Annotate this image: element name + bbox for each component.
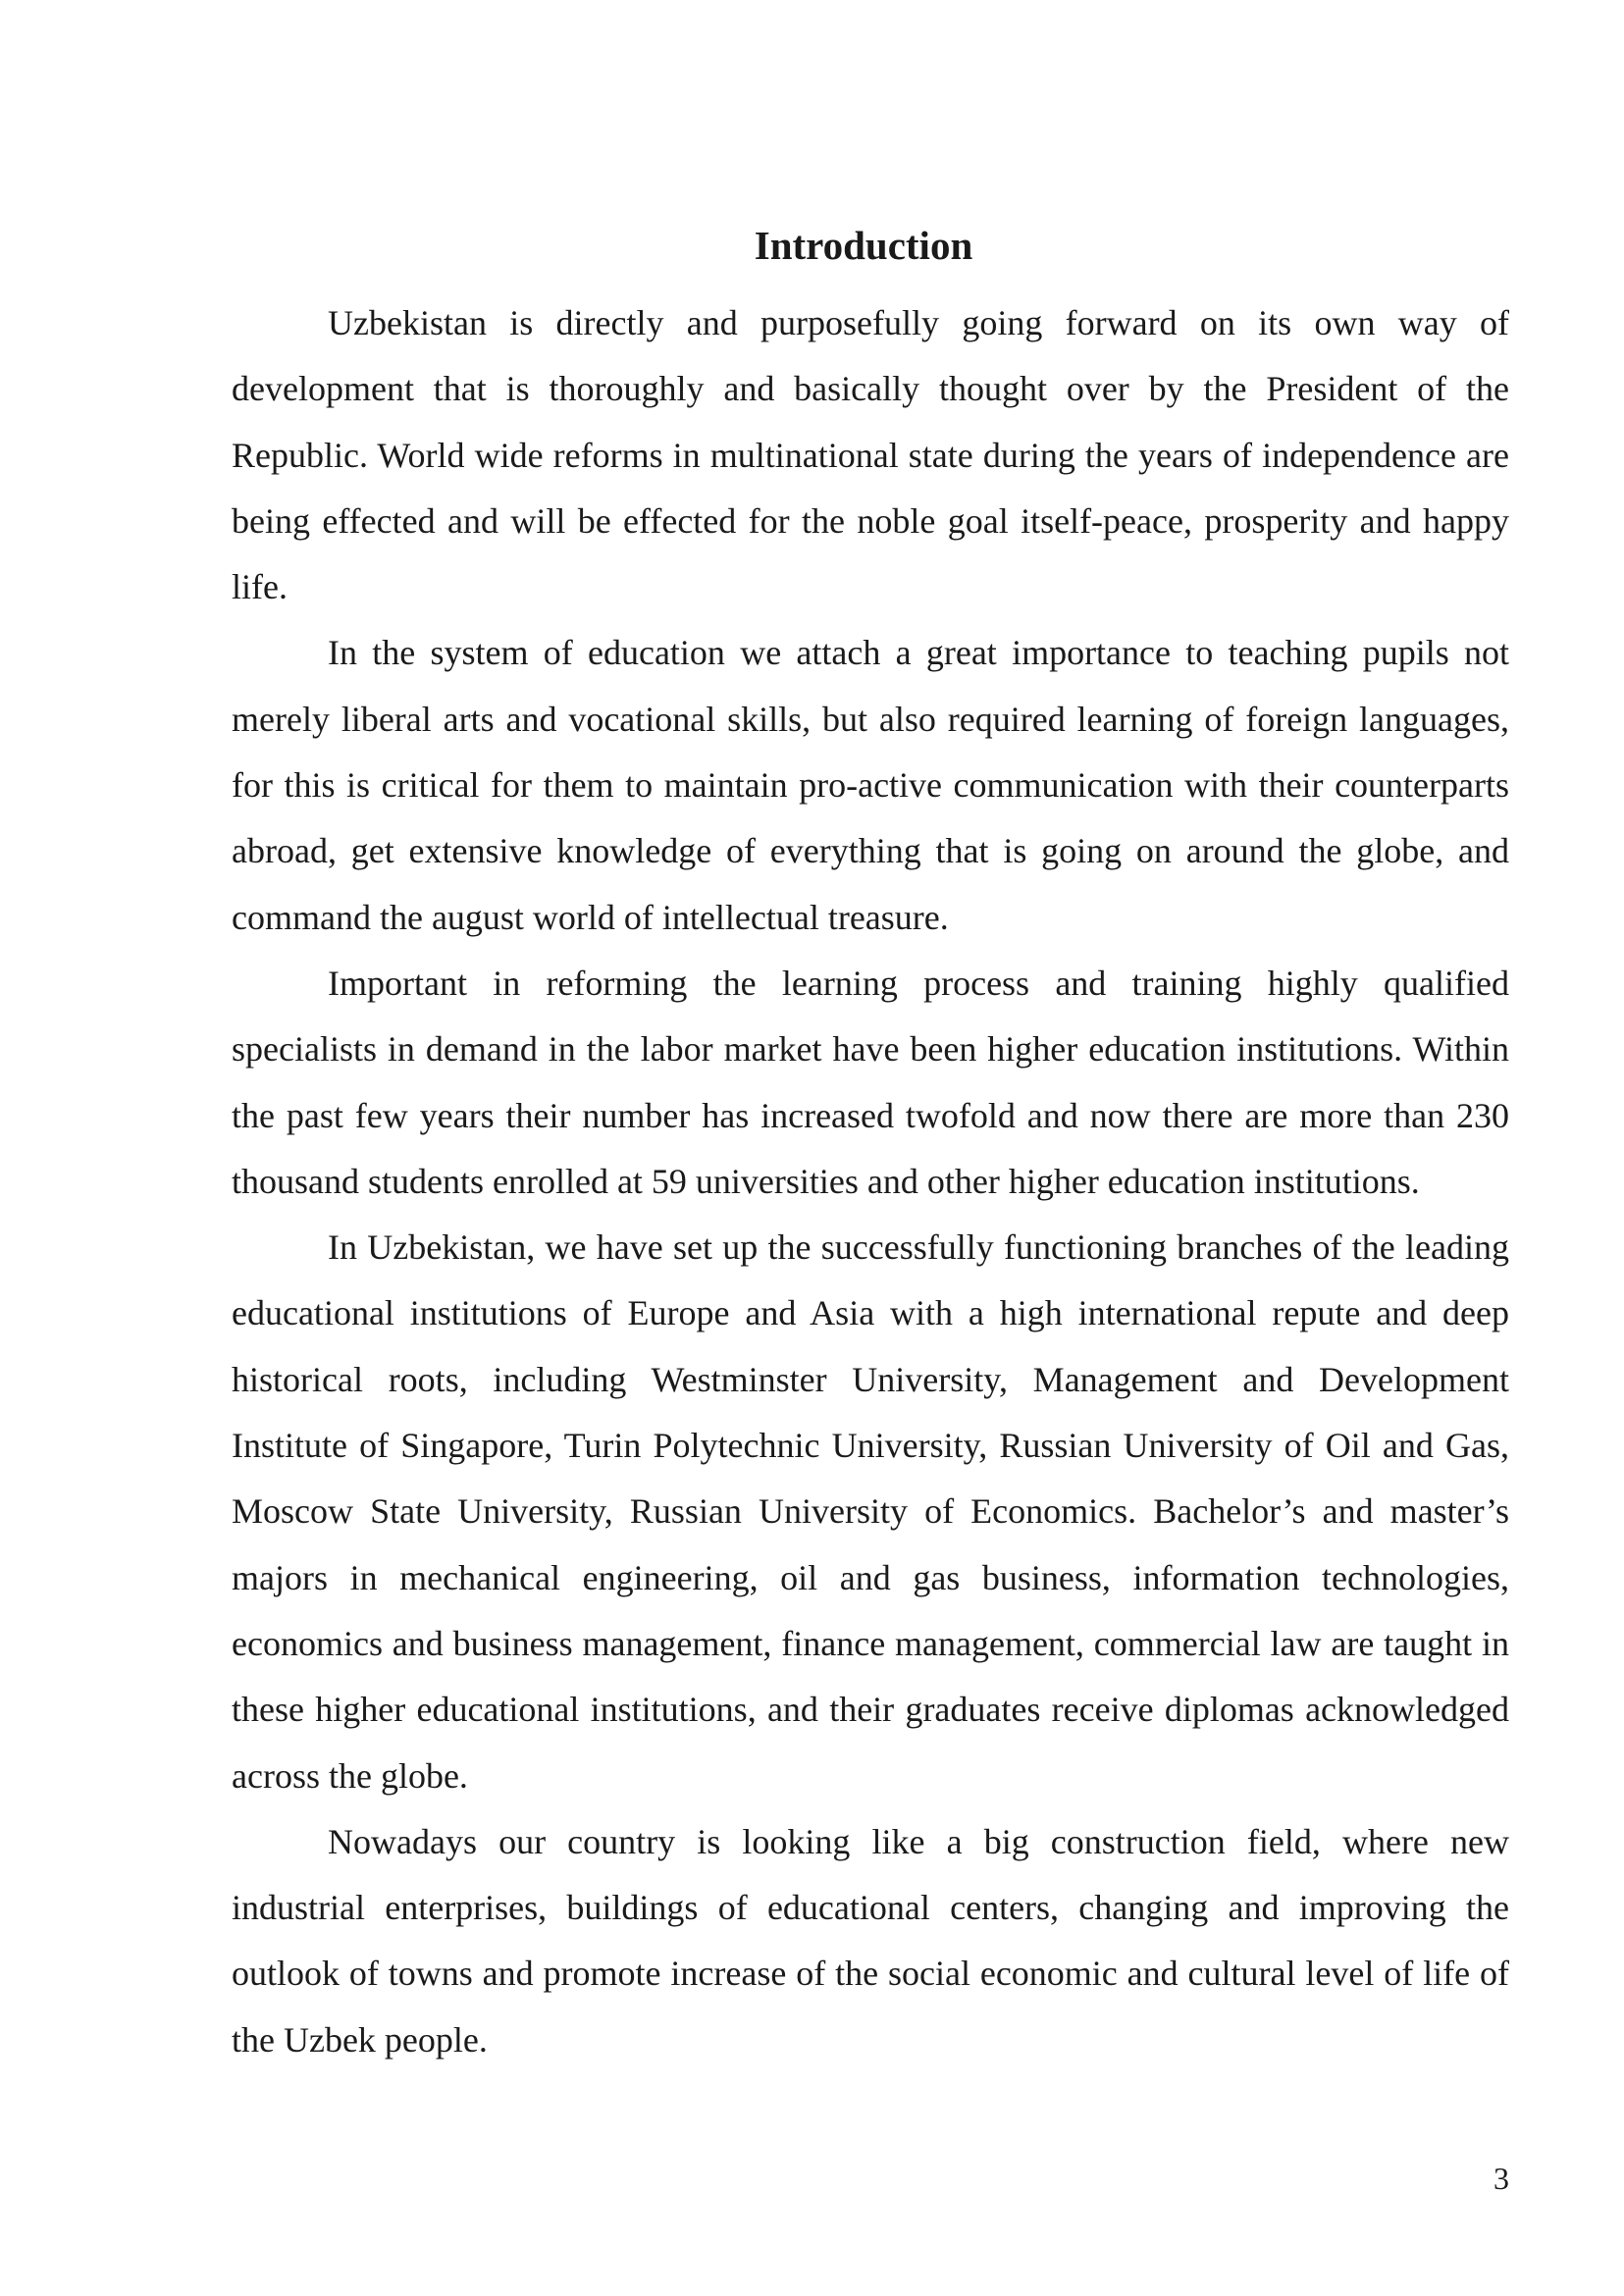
paragraph-3: Important in reforming the learning process and training highly qualified specialists in demand in the labor market have been higher education institutions. Within the past few years their number has increased twofold and now there are more than 230 thousand students enrolled at 59 universities and other higher education institutions. xyxy=(232,963,1509,1201)
paragraph-5: Nowadays our country is looking like a big construction field, where new industrial enterprises, buildings of educational centers, changing and improving the outlook of towns and promote increase of the social economic and cultural level of life of the Uzbek people. xyxy=(232,1821,1509,2060)
page-title: Introduction xyxy=(754,223,973,268)
paragraph-2: In the system of education we attach a great importance to teaching pupils not merely liberal arts and vocational skills, but also required learning of foreign languages, for this is critical for them to maintain pro-active communication with their counterparts abroad, get extensive knowledge of everything that is going on around the globe, and command the august world of intellectual treasure. xyxy=(232,633,1509,937)
paragraph-1: Uzbekistan is directly and purposefully going forward on its own way of development that is thoroughly and basically thought over by the President of the Republic. World wide reforms in multinational state during the years of independence are being effected and will be effected for the noble goal itself-peace, prosperity and happy life. xyxy=(232,303,1509,607)
page-number: 3 xyxy=(1493,2161,1509,2196)
document-body xyxy=(232,290,1509,2073)
paragraph-4: In Uzbekistan, we have set up the successfully functioning branches of the leading educational institutions of Europe and Asia with a high international repute and deep historical roots, including Westminster University, Management and Development Institute of Singapore, Turin Polytechnic University, Russian University of Oil and Gas, Moscow State University, Russian University of Economics. Bachelor’s and master’s majors in mechanical engineering, oil and gas business, information technologies, economics and business management, finance management, commercial law are taught in these higher educational institutions, and their graduates receive diplomas acknowledged across the globe. xyxy=(232,1227,1509,1796)
